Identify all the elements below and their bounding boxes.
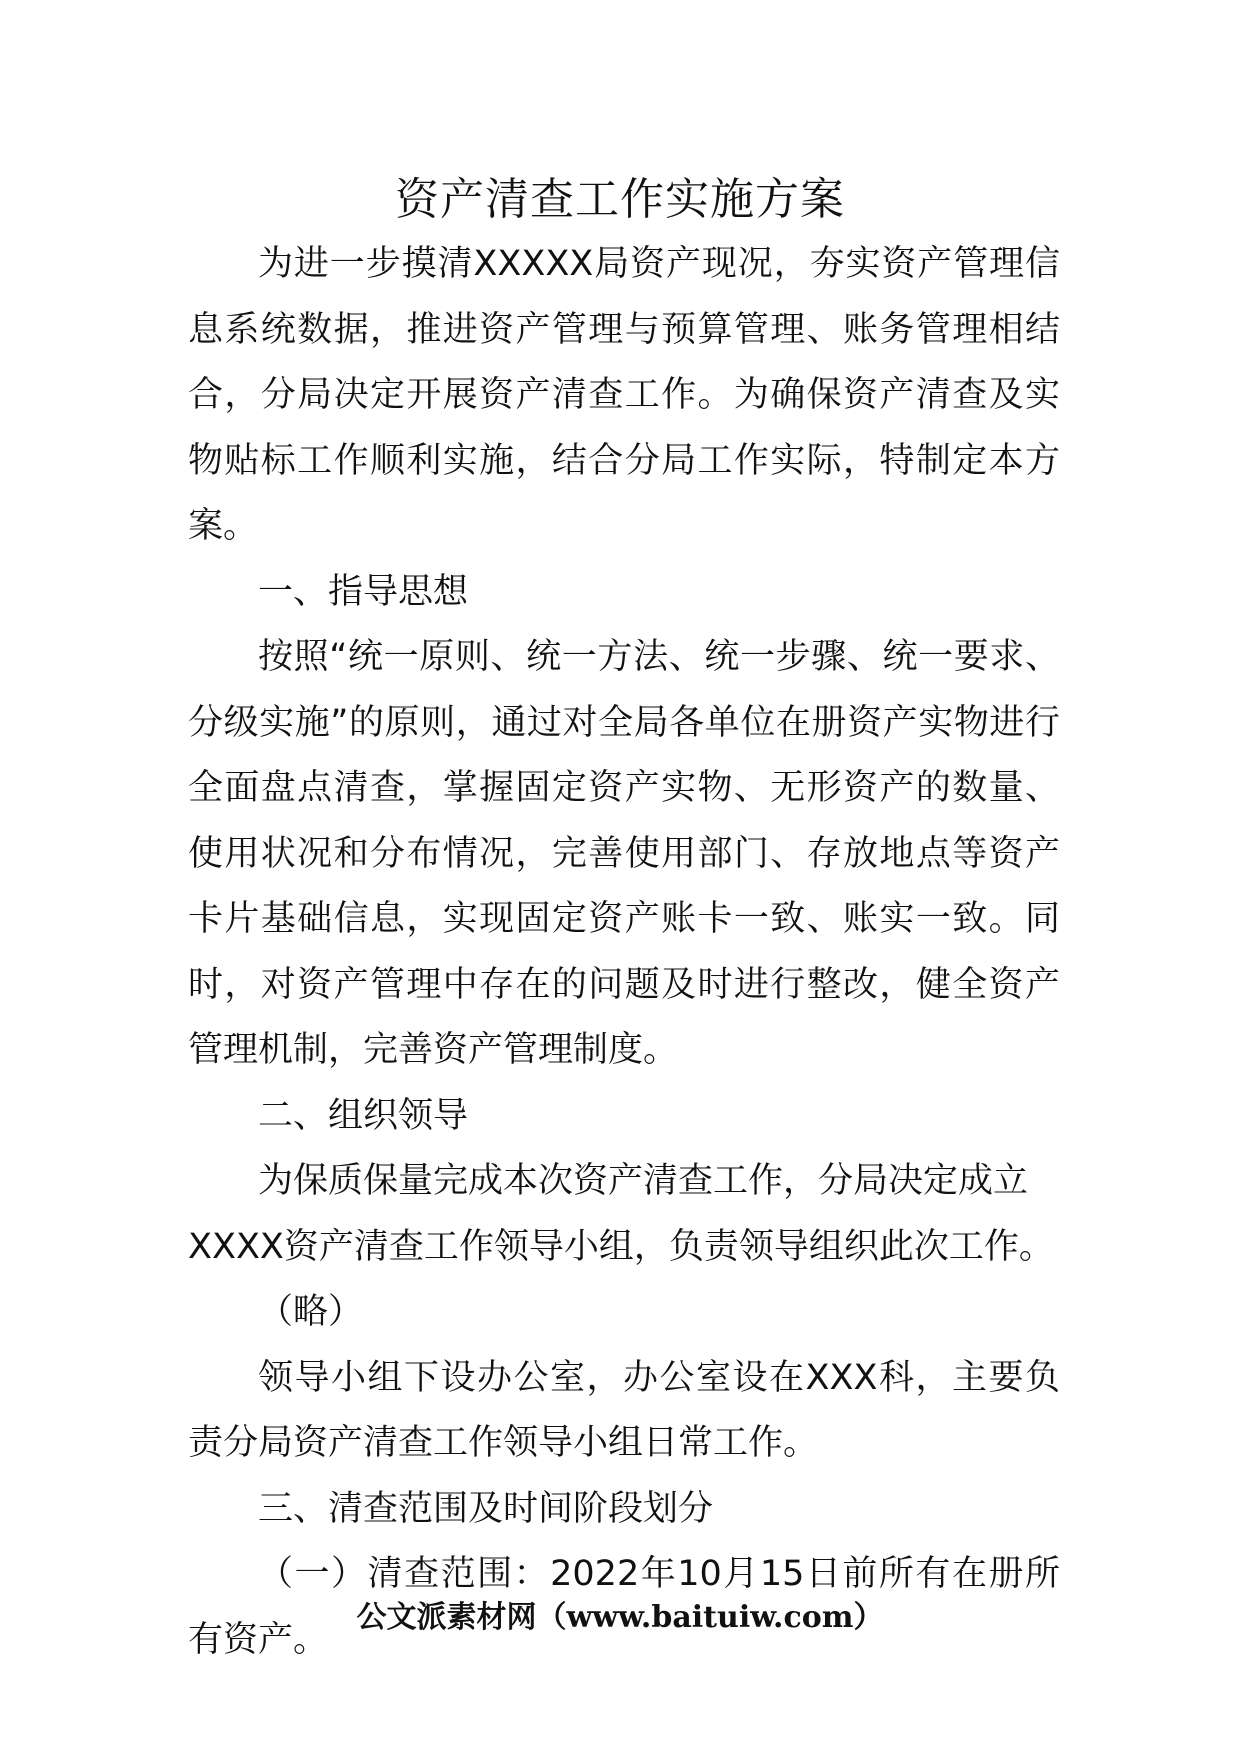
heading-organization-leadership: 二、组织领导 xyxy=(258,1095,469,1136)
footer-watermark-text: 公文派素材网（www.baituiw.com） xyxy=(356,1600,884,1635)
document-title: 资产清查工作实施方案 xyxy=(395,174,845,225)
paragraph-intro: 为进一步摸清XXXXX局资产现况，夯实资产管理信息系统数据，推进资产管理与预算管理、账务管理相结合，分局决定开展资产清查工作。为确保资产清查及实物贴标工作顺利实施，结合分局工作实际，特制定本方案。 xyxy=(188,244,1060,546)
paragraph-scope: （一）清查范围：2022年10月15日前所有在册所有资产。 xyxy=(188,1554,1060,1660)
heading-guiding-ideology: 一、指导思想 xyxy=(258,571,469,612)
heading-scope-and-phases: 三、清查范围及时间阶段划分 xyxy=(258,1488,714,1529)
paragraph-office: 领导小组下设办公室，办公室设在XXX科，主要负责分局资产清查工作领导小组日常工作。 xyxy=(188,1357,1060,1463)
document-body xyxy=(188,232,1060,1673)
paragraph-omitted: （略） xyxy=(258,1292,364,1332)
paragraph-guiding-ideology: 按照“统一原则、统一方法、统一步骤、统一要求、分级实施”的原则，通过对全局各单位在册资产实物进行全面盘点清查，掌握固定资产实物、无形资产的数量、使用状况和分布情况，完善使用部门、存放地点等资产卡片基础信息，实现固定资产账卡一致、账实一致。同时，对资产管理中存在的问题及时进行整改，健全资产管理机制，完善资产管理制度。 xyxy=(188,637,1060,1070)
paragraph-leadership-group: 为保质保量完成本次资产清查工作，分局决定成立XXXX资产清查工作领导小组，负责领导组织此次工作。 xyxy=(188,1161,1054,1267)
